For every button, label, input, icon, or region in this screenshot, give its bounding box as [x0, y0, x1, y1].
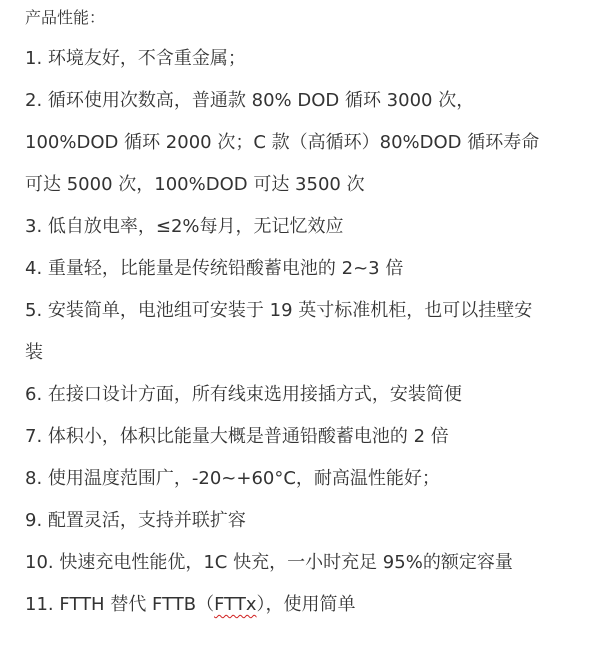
spellcheck-marked-word: FTTx	[214, 594, 257, 615]
text-line-4: 可达 5000 次，100%DOD 可达 3500 次	[25, 174, 365, 195]
text-line-6: 4. 重量轻，比能量是传统铅酸蓄电池的 2~3 倍	[25, 258, 404, 279]
text-line-12: 9. 配置灵活，支持并联扩容	[25, 510, 246, 531]
text-line-3: 100%DOD 循环 2000 次；C 款（高循环）80%DOD 循环寿命	[25, 132, 540, 153]
text-line-1: 1. 环境友好，不含重金属；	[25, 48, 246, 69]
text-line-9: 6. 在接口设计方面，所有线束选用接插方式，安装简便	[25, 384, 462, 405]
text-line-7: 5. 安装简单，电池组可安装于 19 英寸标准机柜，也可以挂壁安	[25, 300, 533, 321]
text-line-14-prefix: 11. FTTH 替代 FTTB（	[25, 594, 215, 615]
text-line-14-suffix: ），使用简单	[256, 594, 356, 615]
text-line-2: 2. 循环使用次数高，普通款 80% DOD 循环 3000 次，	[25, 90, 475, 111]
text-line-8: 装	[25, 342, 43, 363]
text-line-5: 3. 低自放电率，≤2%每月，无记忆效应	[25, 216, 344, 237]
section-title: 产品性能：	[25, 8, 106, 27]
text-line-10: 7. 体积小，体积比能量大概是普通铅酸蓄电池的 2 倍	[25, 426, 449, 447]
text-line-13: 10. 快速充电性能优，1C 快充，一小时充足 95%的额定容量	[25, 552, 513, 573]
text-line-14	[25, 593, 355, 617]
text-line-11: 8. 使用温度范围广，-20~+60°C，耐高温性能好；	[25, 468, 440, 489]
